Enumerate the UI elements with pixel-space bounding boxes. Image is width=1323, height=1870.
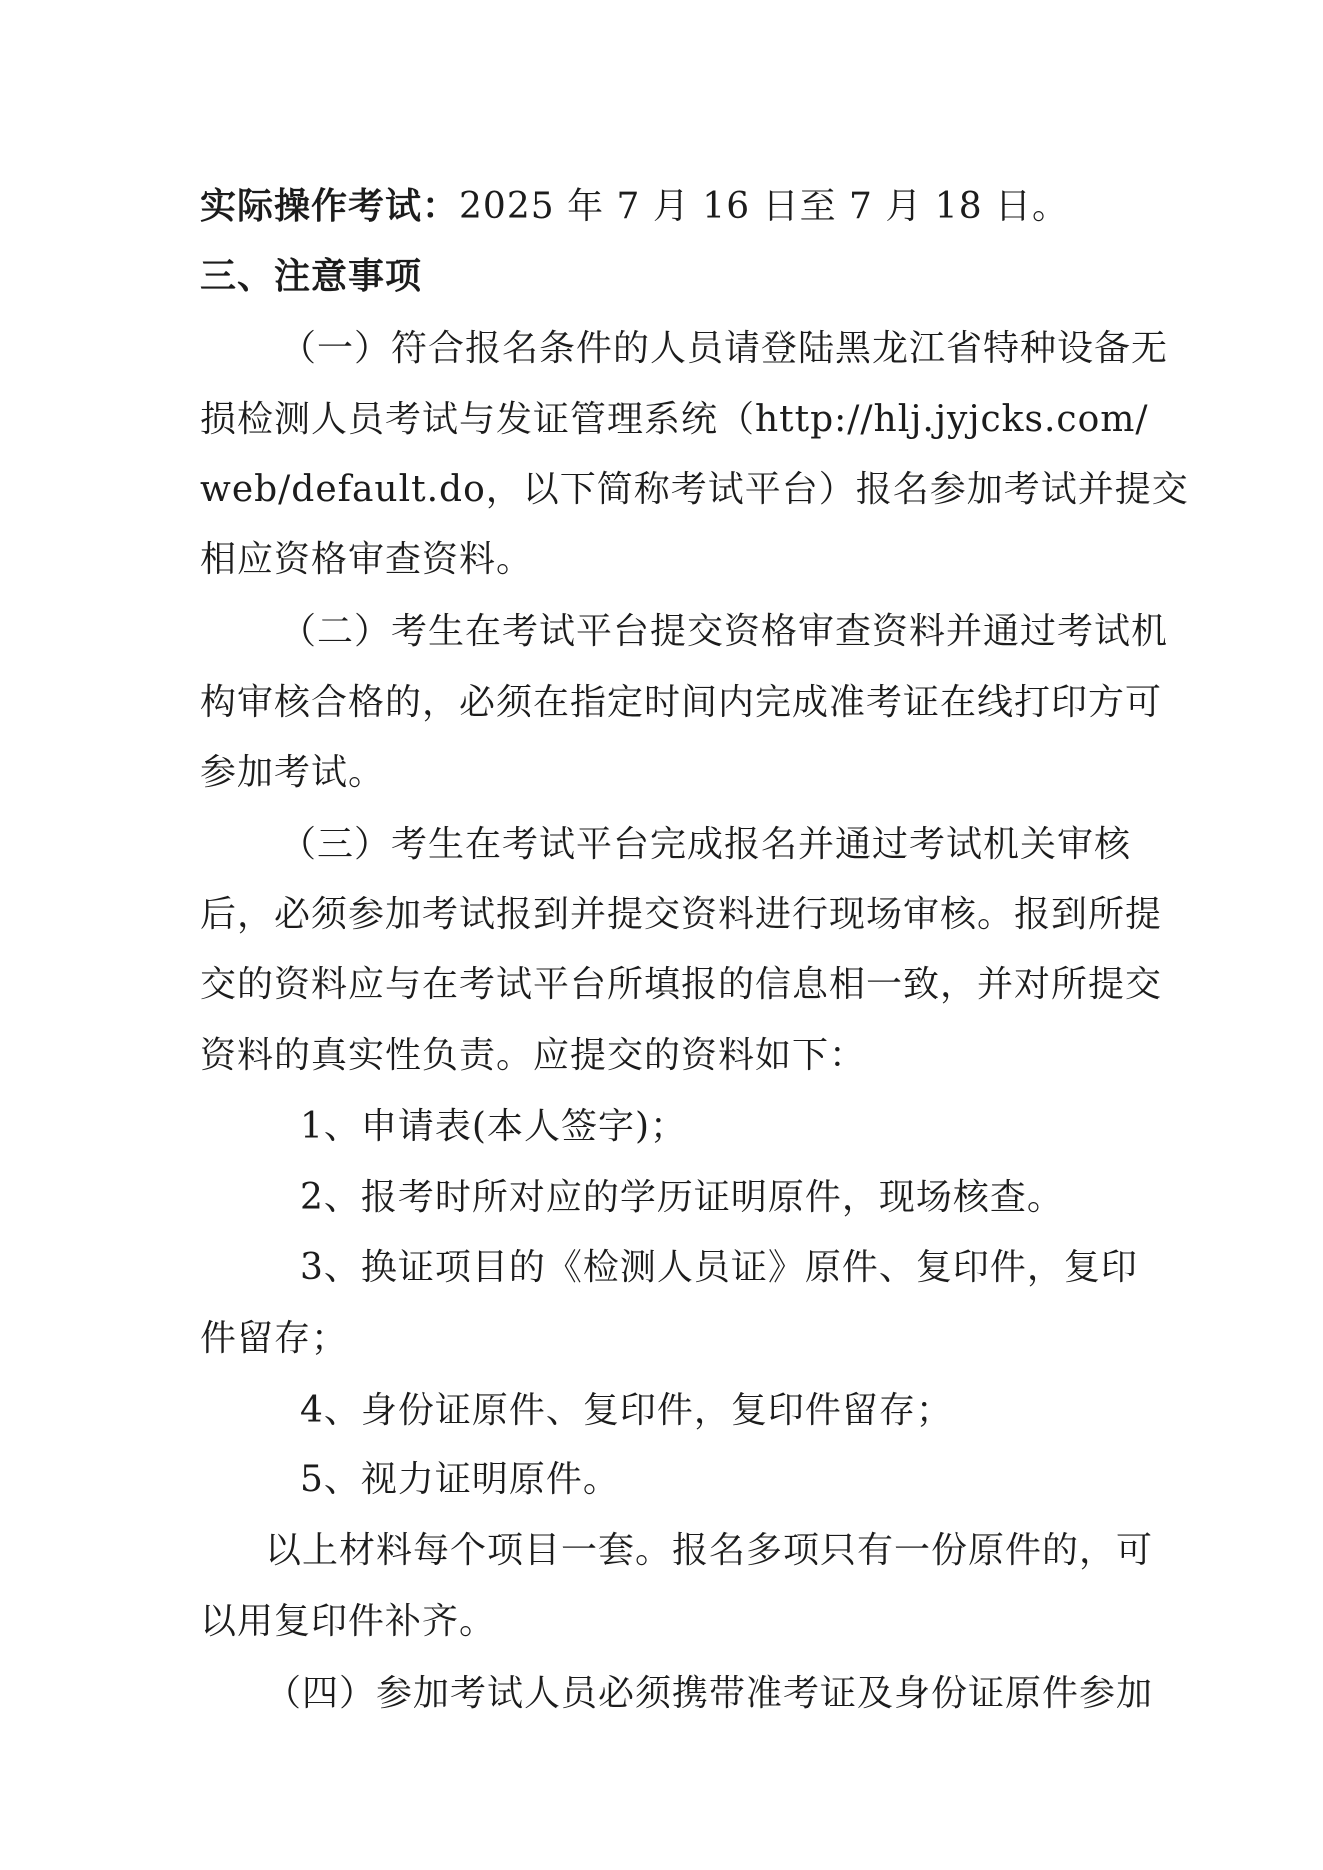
materials-note-line-1: 以上材料每个项目一套。报名多项只有一份原件的，可	[265, 1530, 1154, 1571]
material-item-2: 2、报考时所对应的学历证明原件，现场核查。	[300, 1177, 1064, 1218]
material-item-3-line-2: 件留存；	[200, 1318, 349, 1359]
note-one-line-2: 损检测人员考试与发证管理系统（http://hlj.jyjcks.com/	[200, 399, 1149, 440]
material-item-1: 1、申请表(本人签字)；	[300, 1106, 687, 1147]
note-three-line-4: 资料的真实性负责。应提交的资料如下：	[200, 1035, 867, 1076]
note-one-line-4: 相应资格审查资料。	[200, 539, 534, 580]
material-item-3-line-1: 3、换证项目的《检测人员证》原件、复印件，复印	[300, 1247, 1138, 1288]
exam-schedule-dates: 2025 年 7 月 16 日至 7 月 18 日。	[459, 186, 1070, 227]
note-two-line-3: 参加考试。	[200, 752, 386, 793]
note-three-line-1: （三）考生在考试平台完成报名并通过考试机关审核	[280, 824, 1132, 865]
exam-schedule-line	[200, 182, 1130, 231]
exam-schedule-label: 实际操作考试：	[200, 185, 460, 227]
note-three-line-3: 交的资料应与在考试平台所填报的信息相一致，并对所提交	[200, 964, 1163, 1005]
materials-note-line-2: 以用复印件补齐。	[200, 1601, 497, 1642]
material-item-4: 4、身份证原件、复印件，复印件留存；	[300, 1390, 953, 1431]
note-two-line-2: 构审核合格的，必须在指定时间内完成准考证在线打印方可	[200, 682, 1163, 723]
material-item-5: 5、视力证明原件。	[300, 1459, 620, 1500]
note-one-line-3: web/default.do，以下简称考试平台）报名参加考试并提交	[200, 469, 1189, 510]
note-three-line-2: 后，必须参加考试报到并提交资料进行现场审核。报到所提	[200, 894, 1163, 935]
note-two-line-1: （二）考生在考试平台提交资格审查资料并通过考试机	[280, 611, 1169, 652]
note-four-line-1: （四）参加考试人员必须携带准考证及身份证原件参加	[265, 1673, 1154, 1714]
note-one-line-1: （一）符合报名条件的人员请登陆黑龙江省特种设备无	[280, 328, 1169, 369]
section-three-title: 三、注意事项	[200, 255, 423, 297]
